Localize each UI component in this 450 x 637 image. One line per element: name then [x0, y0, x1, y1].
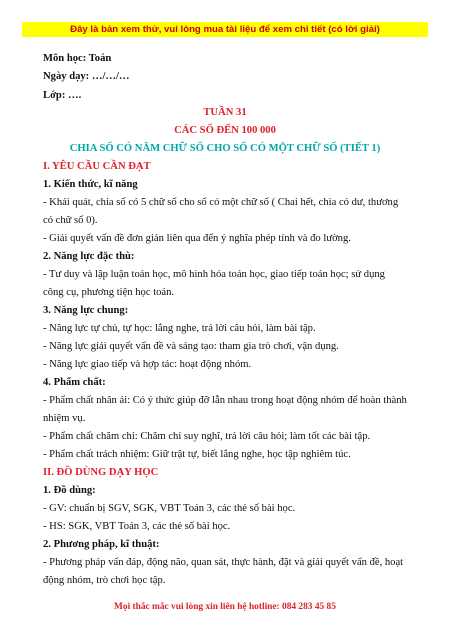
body-line: - Tư duy và lập luận toán học, mô hình hóa toán học, giao tiếp toán học; sử dụng	[43, 269, 385, 280]
hotline-footer: Mọi thắc mắc vui lòng xin liên hệ hotline: 084 283 45 85	[114, 602, 336, 612]
body-line: - Phương pháp vấn đáp, động não, quan sát, thực hành, đặt và giải quyết vấn đề, hoạt	[43, 557, 404, 568]
week-heading: TUẦN 31	[203, 107, 247, 118]
lesson-title: CHIA SỐ CÓ NĂM CHỮ SỐ CHO SỐ CÓ MỘT CHỮ SỐ (TIẾT 1)	[69, 143, 381, 154]
body-line: - Khái quát, chia số có 5 chữ số cho số có một chữ số ( Chai hết, chia có dư, thương	[43, 197, 399, 208]
subsection-heading: 1. Kiến thức, kĩ năng	[43, 179, 138, 190]
section-heading-2: II. ĐỒ DÙNG DẠY HỌC	[43, 467, 159, 478]
body-line: - Giải quyết vấn đề đơn giản liên qua đến ý nghĩa phép tính và đo lường.	[43, 233, 351, 244]
body-line: - HS: SGK, VBT Toán 3, các thẻ số bài học.	[43, 521, 231, 532]
grade-line: Lớp: ….	[43, 90, 82, 101]
body-line: động nhóm, trò chơi học tập.	[43, 575, 166, 586]
topic-heading: CÁC SỐ ĐẾN 100 000	[174, 125, 276, 136]
body-line: - Năng lực giải quyết vấn đề và sáng tạo: tham gia trò chơi, vận dụng.	[43, 341, 339, 352]
section-heading-1: I. YÊU CẦU CẦN ĐẠT	[43, 161, 151, 172]
subsection-heading: 2. Năng lực đặc thù:	[43, 251, 135, 262]
subsection-heading: 2. Phương pháp, kĩ thuật:	[43, 539, 160, 550]
subject-line: Môn học: Toán	[43, 53, 112, 64]
body-line: - Phẩm chất nhân ái: Có ý thức giúp đỡ lẫn nhau trong hoạt động nhóm để hoàn thành	[43, 395, 407, 406]
body-line: - Năng lực giao tiếp và hợp tác: hoạt động nhóm.	[43, 359, 252, 370]
body-line: - GV: chuẩn bị SGV, SGK, VBT Toán 3, các thẻ số bài học.	[43, 503, 296, 514]
body-line: - Phẩm chất chăm chỉ: Chăm chỉ suy nghĩ, trả lời câu hỏi; làm tốt các bài tập.	[43, 431, 371, 442]
subsection-heading: 3. Năng lực chung:	[43, 305, 129, 316]
body-line: có chữ số 0).	[43, 215, 98, 226]
body-line: - Phẩm chất trách nhiệm: Giữ trật tự, biết lắng nghe, học tập nghiêm túc.	[43, 449, 351, 460]
date-line: Ngày dạy: …/…/…	[43, 71, 130, 82]
subsection-heading: 4. Phẩm chất:	[43, 377, 106, 388]
subsection-heading: 1. Đồ dùng:	[43, 485, 96, 496]
body-line: - Năng lực tự chủ, tự học: lắng nghe, trả lời câu hỏi, làm bài tập.	[43, 323, 316, 334]
body-line: nhiệm vụ.	[43, 413, 86, 424]
body-line: công cụ, phương tiện học toán.	[43, 287, 175, 298]
preview-banner: Đây là bản xem thử, vui lòng mua tài liệu để xem chi tiết (có lời giải)	[22, 22, 428, 37]
